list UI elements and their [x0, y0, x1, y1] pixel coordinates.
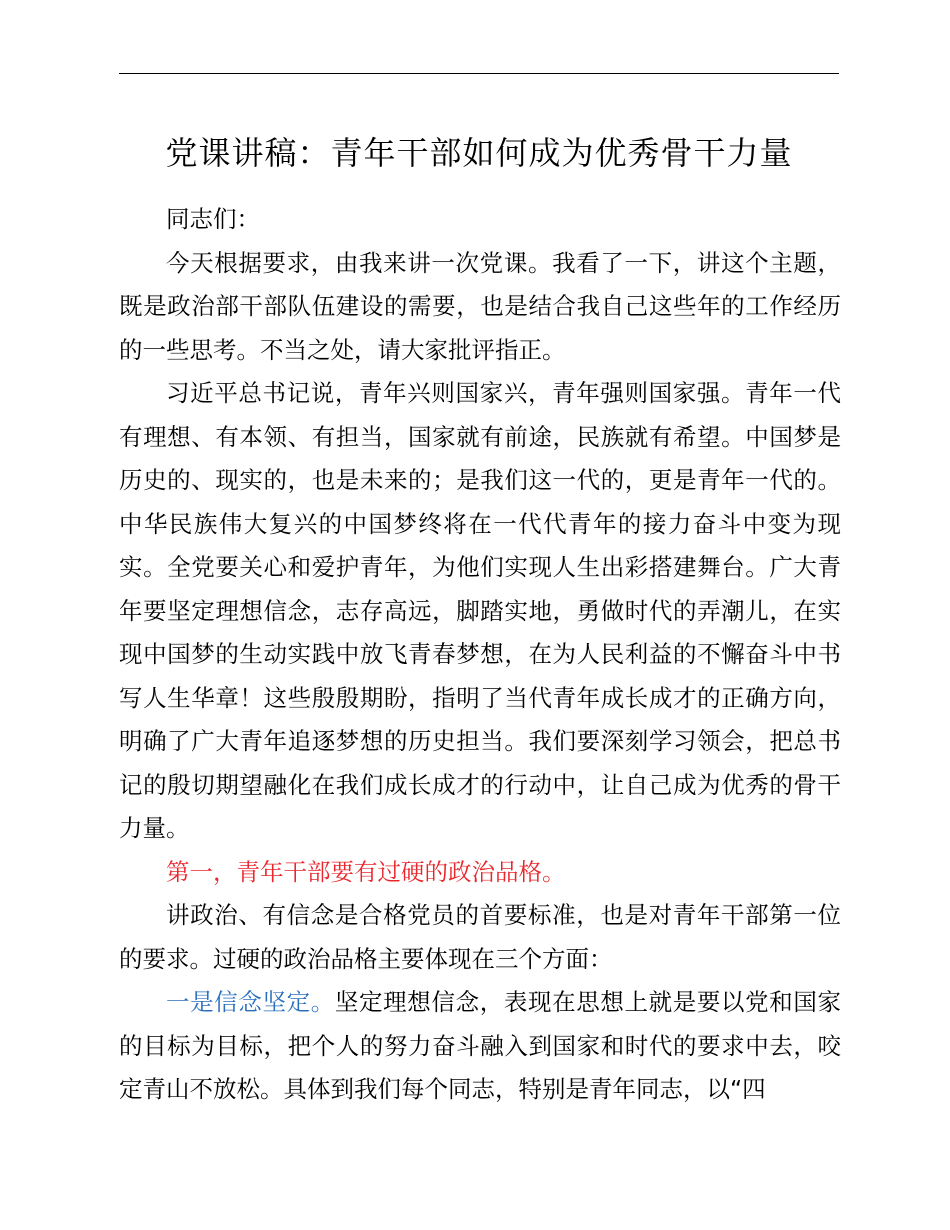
- section-heading: 第一，青年干部要有过硬的政治品格。: [166, 857, 566, 886]
- header-rule: [119, 73, 839, 74]
- paragraph-intro: 今天根据要求，由我来讲一次党课。我看了一下，讲这个主题，既是政治部干部队伍建设的需要，也是结合我自己这些年的工作经历的一些思考。不当之处，请大家批评指正。: [119, 248, 841, 364]
- point-one-label: 一是信念坚定。: [166, 988, 335, 1016]
- point-one: [119, 981, 841, 1112]
- section-intro: 讲政治、有信念是合格党员的首要标准，也是对青年干部第一位的要求。过硬的政治品格主要体现在三个方面：: [119, 901, 841, 973]
- salutation: 同志们：: [166, 205, 260, 233]
- document-body: [119, 198, 841, 1112]
- point-one-text: 坚定理想信念，表现在思想上就是要以党和国家的目标为目标，把个人的努力奋斗融入到国家和时代的要求中去，咬定青山不放松。具体到我们每个同志，特别是青年同志，以“四: [119, 988, 842, 1103]
- paragraph-quote: 习近平总书记说，青年兴则国家兴，青年强则国家强。青年一代有理想、有本领、有担当，国家就有前途，民族就有希望。中国梦是历史的、现实的，也是未来的；是我们这一代的，更是青年一代的。中华民族伟大复兴的中国梦终将在一代代青年的接力奋斗中变为现实。全党要关心和爱护青年，为他们实现人生出彩搭建舞台。广大青年要坚定理想信念，志存高远，脚踏实地，勇做时代的弄潮儿，在实现中国梦的生动实践中放飞青春梦想，在为人民利益的不懈奋斗中书写人生华章！这些殷殷期盼，指明了当代青年成长成才的正确方向，明确了广大青年追逐梦想的历史担当。我们要深刻学习领会，把总书记的殷切期望融化在我们成长成才的行动中，让自己成为优秀的骨干力量。: [119, 379, 841, 842]
- document-title: 党课讲稿：青年干部如何成为优秀骨干力量: [165, 134, 793, 172]
